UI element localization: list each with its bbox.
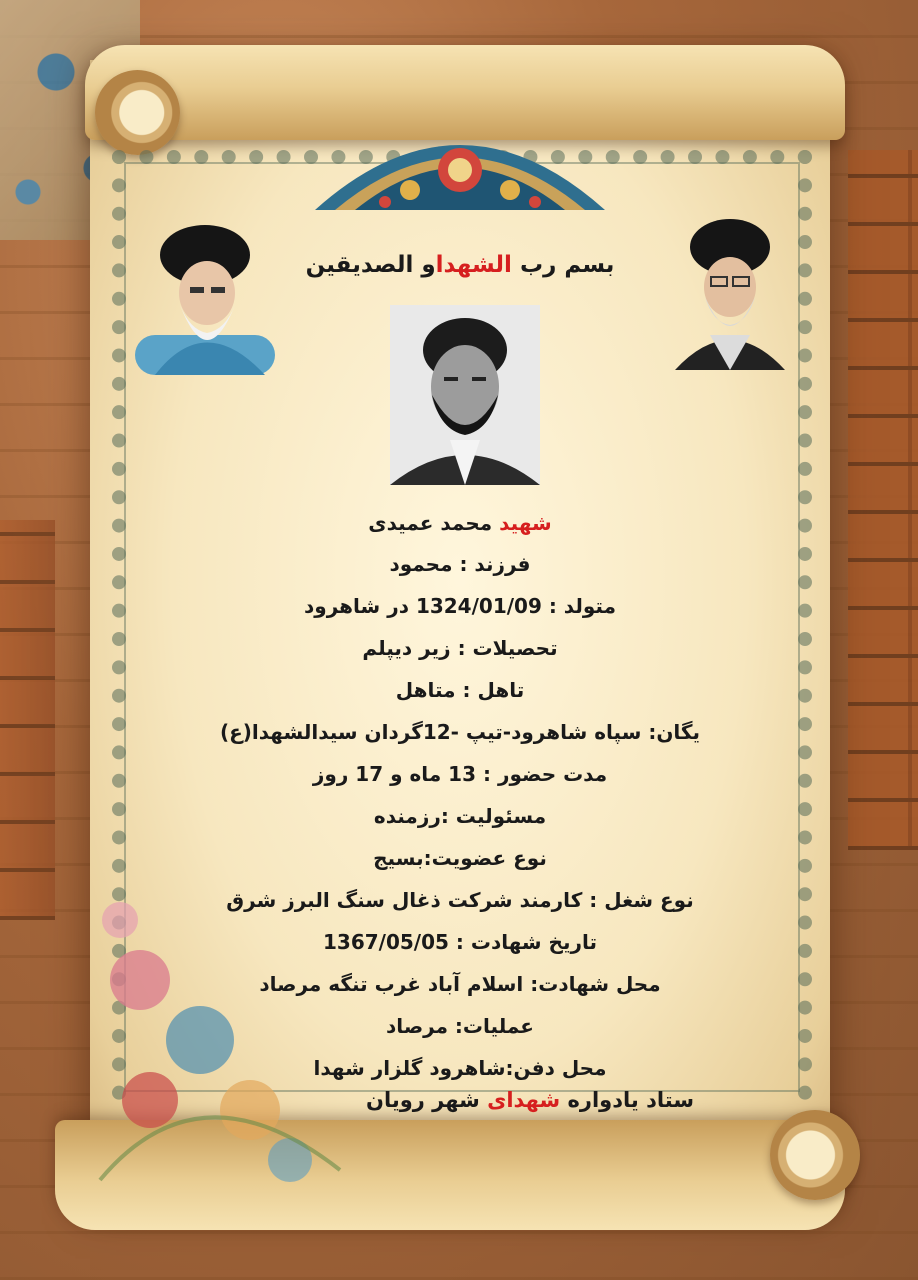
portrait-right-icon bbox=[675, 215, 785, 370]
footer-post: شهر رویان bbox=[366, 1088, 480, 1112]
detail-duration: مدت حضور : 13 ماه و 17 روز bbox=[312, 762, 608, 786]
scroll-top-curl bbox=[95, 70, 180, 155]
portrait-left-icon bbox=[135, 215, 275, 375]
detail-marital: تاهل : متاهل bbox=[395, 678, 525, 702]
brick-wall-right bbox=[848, 150, 918, 850]
detail-unit: یگان: سپاه شاهرود-تیپ -12گردان سیدالشهدا(ع) bbox=[219, 720, 701, 744]
martyr-photo bbox=[390, 305, 540, 485]
detail-birth: متولد : 1324/01/09 در شاهرود bbox=[304, 594, 616, 618]
islamic-ornament-icon bbox=[315, 100, 605, 210]
detail-membership: نوع عضویت:بسیج bbox=[373, 846, 547, 870]
detail-burial: محل دفن:شاهرود گلزار شهدا bbox=[313, 1056, 607, 1080]
footer-credit bbox=[300, 1088, 760, 1112]
detail-father: فرزند : محمود bbox=[389, 552, 531, 576]
footer-highlight: شهدای bbox=[487, 1088, 561, 1112]
martyr-title: شهید bbox=[499, 511, 552, 535]
martyr-portrait-icon bbox=[390, 305, 540, 485]
bismillah-pre: بسم رب bbox=[519, 252, 615, 278]
bismillah-highlight: الشهدا bbox=[435, 252, 512, 278]
detail-role: مسئولیت :رزمنده bbox=[373, 804, 547, 828]
martyr-name bbox=[150, 502, 770, 544]
detail-education: تحصیلات : زیر دیپلم bbox=[362, 636, 558, 660]
bismillah-post: و الصدیقین bbox=[305, 252, 436, 278]
detail-martyrdom-date: تاریخ شهادت : 1367/05/05 bbox=[322, 930, 598, 954]
detail-occupation: نوع شغل : کارمند شرکت ذغال سنگ البرز شرق bbox=[226, 888, 694, 912]
detail-martyrdom-place: محل شهادت: اسلام آباد غرب تنگه مرصاد bbox=[259, 972, 661, 996]
martyr-name-text: محمد عمیدی bbox=[368, 511, 493, 535]
footer-pre: ستاد یادواره bbox=[567, 1088, 694, 1112]
brick-wall-left bbox=[0, 520, 55, 920]
scroll-bottom-curl bbox=[770, 1110, 860, 1200]
detail-operation: عملیات: مرصاد bbox=[386, 1014, 534, 1038]
bismillah-heading bbox=[150, 252, 770, 278]
